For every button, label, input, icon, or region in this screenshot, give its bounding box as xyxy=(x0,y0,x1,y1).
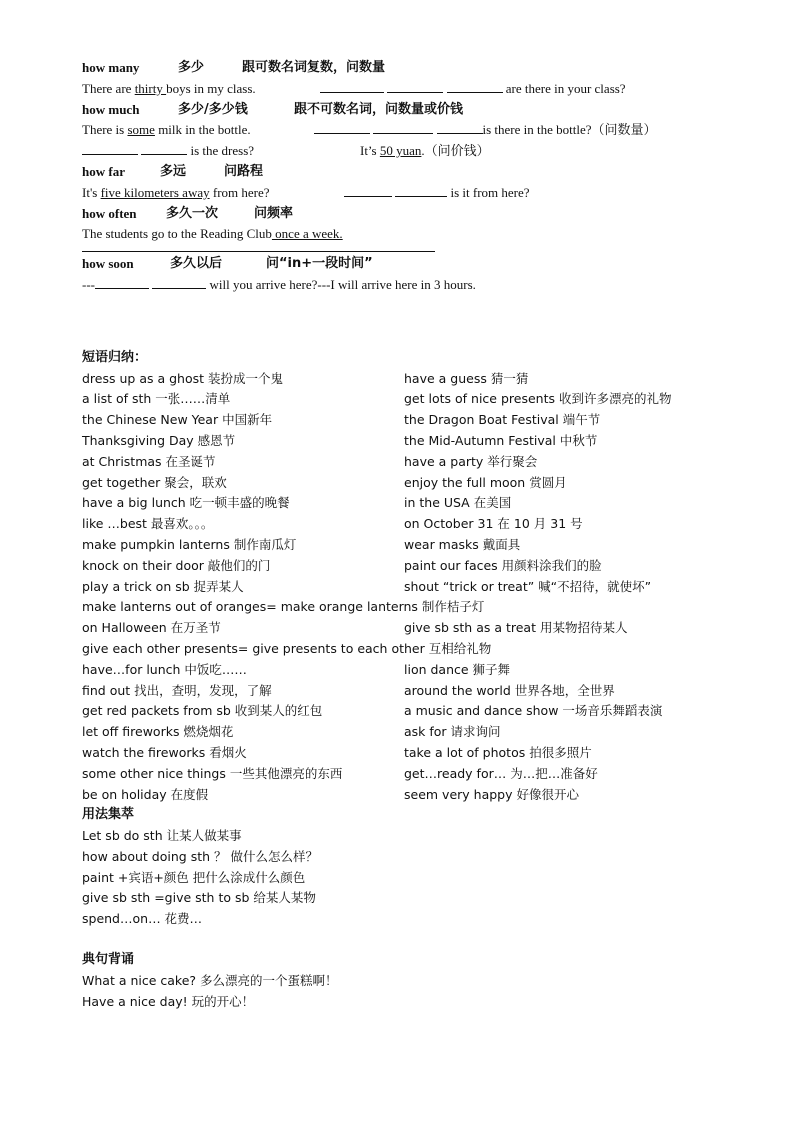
usage-item: Let sb do sth 让某人做某事 xyxy=(82,828,242,844)
phrase-left: make lanterns out of oranges= make orange lanterns 制作桔子灯 xyxy=(82,599,485,615)
phrase-left: be on holiday 在度假 xyxy=(82,786,209,802)
usage-item: spend…on… 花费… xyxy=(82,911,203,927)
example-how-soon xyxy=(82,275,722,296)
phrase-row xyxy=(82,410,722,431)
phrase-row xyxy=(82,618,722,639)
phrase-right: seem very happy 好像很开心 xyxy=(404,786,579,802)
phrase-left: get together 聚会，联欢 xyxy=(82,474,227,490)
phrase-left: make pumpkin lanterns 制作南瓜灯 xyxy=(82,536,297,552)
phrases-heading: 短语归纳： xyxy=(82,349,148,365)
phrase-row xyxy=(82,764,722,785)
underlined-answer: five kilometers away xyxy=(100,184,210,200)
phrase-left: let off fireworks 燃烧烟花 xyxy=(82,724,234,740)
phrase-right: on October 31 在 10 月 31 号 xyxy=(404,516,583,532)
phrase-left: on Halloween 在万圣节 xyxy=(82,620,221,636)
phrase-row xyxy=(82,514,722,535)
phrase-left: a list of sth 一张……清单 xyxy=(82,391,231,407)
qword-en: how often xyxy=(82,205,137,221)
phrase-right: have a party 举行聚会 xyxy=(404,453,538,469)
phrase-right: ask for 请求询问 xyxy=(404,724,501,740)
phrase-left: knock on their door 敲他们的门 xyxy=(82,557,271,573)
phrase-row xyxy=(82,369,722,390)
example-text: It’s xyxy=(360,143,380,159)
qword-cn: 多久一次 xyxy=(166,205,219,221)
example-text: milk in the bottle. xyxy=(154,122,251,138)
phrase-left: find out 找出，查明，发现，了解 xyxy=(82,682,272,698)
phrase-row xyxy=(82,389,722,410)
phrase-left: dress up as a ghost 装扮成一个鬼 xyxy=(82,370,283,386)
classic-heading: 典句背诵 xyxy=(82,952,135,968)
qword-cn: 多少 xyxy=(178,60,205,75)
phrase-left: get red packets from sb 收到某人的红包 xyxy=(82,703,323,719)
horizontal-rule xyxy=(82,251,435,252)
question-text: will you arrive here?---I will arrive here in 3 hours. xyxy=(206,276,476,292)
phrase-row xyxy=(82,452,722,473)
example-how-often xyxy=(82,224,722,245)
phrase-row xyxy=(82,431,722,452)
phrase-right: take a lot of photos 拍很多照片 xyxy=(404,744,592,760)
example-how-far xyxy=(82,183,722,204)
phrase-row xyxy=(82,493,722,514)
qword-cn: 多久以后 xyxy=(170,256,223,272)
fill-blank[interactable] xyxy=(447,80,503,93)
example-text: The students go to the Reading Club xyxy=(82,226,272,242)
qword-how-soon xyxy=(82,254,722,275)
phrase-right: the Dragon Boat Festival 端午节 xyxy=(404,412,601,428)
phrase-row xyxy=(82,743,722,764)
qword-en: how much xyxy=(82,101,140,117)
phrase-row xyxy=(82,681,722,702)
fill-blank[interactable] xyxy=(320,80,384,93)
fill-blank[interactable] xyxy=(141,142,187,155)
classic-sentence: Have a nice day! 玩的开心！ xyxy=(82,993,255,1009)
qword-how-many xyxy=(82,58,722,79)
question-text: is there in the bottle?（问数量） xyxy=(482,122,657,138)
qword-note: 问“in+一段时间” xyxy=(266,256,373,272)
phrase-row xyxy=(82,556,722,577)
question-text: is the dress? xyxy=(187,143,255,159)
phrase-right: lion dance 狮子舞 xyxy=(404,661,511,677)
phrase-right: have a guess 猜一猜 xyxy=(404,370,529,386)
qword-how-often xyxy=(82,204,722,225)
example-text: There is xyxy=(82,122,128,138)
phrase-left: some other nice things 一些其他漂亮的东西 xyxy=(82,765,343,781)
qword-how-much xyxy=(82,100,722,121)
phrase-right: get…ready for… 为…把…准备好 xyxy=(404,765,598,781)
phrase-row xyxy=(82,535,722,556)
spacer xyxy=(82,930,722,950)
fill-blank[interactable] xyxy=(82,142,138,155)
document-page xyxy=(82,58,722,1012)
fill-blank[interactable] xyxy=(152,276,206,289)
fill-blank[interactable] xyxy=(387,80,443,93)
phrase-left: at Christmas 在圣诞节 xyxy=(82,453,216,469)
fill-blank[interactable] xyxy=(95,276,149,289)
phrase-right: paint our faces 用颜料涂我们的脸 xyxy=(404,557,602,573)
phrase-left: watch the fireworks 看烟火 xyxy=(82,744,247,760)
phrase-row xyxy=(82,577,722,598)
phrase-row xyxy=(82,701,722,722)
phrase-right: in the USA 在美国 xyxy=(404,495,512,511)
usage-item: give sb sth =give sth to sb 给某人某物 xyxy=(82,890,316,906)
phrase-right: wear masks 戴面具 xyxy=(404,536,521,552)
qword-note: 跟不可数名词，问数量或价钱 xyxy=(294,101,464,117)
qword-how-far xyxy=(82,162,722,183)
usage-item: how about doing sth ？ 做什么怎么样？ xyxy=(82,848,318,864)
underlined-answer: thirty xyxy=(134,80,167,96)
phrase-right: get lots of nice presents 收到许多漂亮的礼物 xyxy=(404,391,672,407)
fill-blank[interactable] xyxy=(314,121,370,134)
qword-cn: 多少/多少钱 xyxy=(178,101,248,117)
usage-list xyxy=(82,826,722,930)
phrase-right: enjoy the full moon 赏圆月 xyxy=(404,474,567,490)
qword-en: how far xyxy=(82,163,125,179)
phrase-left: play a trick on sb 捉弄某人 xyxy=(82,578,244,594)
phrase-right: a music and dance show 一场音乐舞蹈表演 xyxy=(404,703,663,719)
phrase-left: have a big lunch 吃一顿丰盛的晚餐 xyxy=(82,495,290,511)
example-text: --- xyxy=(82,276,95,292)
phrase-left: give each other presents= give presents to each other 互相给礼物 xyxy=(82,640,492,656)
qword-note: 问频率 xyxy=(254,205,294,221)
phrase-row xyxy=(82,722,722,743)
fill-blank[interactable] xyxy=(437,121,483,134)
question-text: are there in your class? xyxy=(502,80,626,96)
fill-blank[interactable] xyxy=(344,184,392,197)
usage-item: paint +宾语+颜色 把什么涂成什么颜色 xyxy=(82,869,306,885)
qword-note: 问路程 xyxy=(224,163,264,179)
fill-blank[interactable] xyxy=(373,121,433,134)
underlined-answer: some xyxy=(127,122,155,138)
phrase-right: the Mid-Autumn Festival 中秋节 xyxy=(404,432,598,448)
phrase-right: give sb sth as a treat 用某物招待某人 xyxy=(404,620,628,636)
phrase-left: have…for lunch 中饭吃…… xyxy=(82,661,247,677)
qword-en: how many xyxy=(82,60,140,75)
example-text: It's xyxy=(82,184,101,200)
phrase-left: like …best 最喜欢。。。 xyxy=(82,516,214,532)
example-how-much xyxy=(82,120,722,141)
classic-list xyxy=(82,971,722,1013)
phrase-left: the Chinese New Year 中国新年 xyxy=(82,412,273,428)
underlined-answer: 50 yuan xyxy=(379,143,422,159)
phrase-right: around the world 世界各地，全世界 xyxy=(404,682,615,698)
phrase-row xyxy=(82,785,722,806)
phrase-row xyxy=(82,660,722,681)
usage-heading: 用法集萃 xyxy=(82,807,135,823)
example-text: boys in my class. xyxy=(166,80,256,96)
qword-cn: 多远 xyxy=(160,163,187,179)
phrase-row xyxy=(82,473,722,494)
phrase-list xyxy=(82,369,722,806)
qword-note: 跟可数名词复数，问数量 xyxy=(242,60,386,75)
phrase-right: shout “trick or treat” 喊“不招待，就使坏” xyxy=(404,578,652,594)
phrase-row xyxy=(82,639,722,660)
example-how-much-price xyxy=(82,141,722,162)
example-text: There are xyxy=(82,80,135,96)
phrase-left: Thanksgiving Day 感恩节 xyxy=(82,432,236,448)
spacer xyxy=(82,296,722,348)
question-text: is it from here? xyxy=(447,184,530,200)
phrase-row xyxy=(82,597,722,618)
example-text: .（问价钱） xyxy=(421,143,490,159)
example-text: from here? xyxy=(209,184,270,200)
example-how-many xyxy=(82,79,722,100)
underlined-answer: once a week. xyxy=(271,226,343,242)
qword-en: how soon xyxy=(82,256,134,272)
fill-blank[interactable] xyxy=(395,184,447,197)
classic-sentence: What a nice cake? 多么漂亮的一个蛋糕啊！ xyxy=(82,972,338,988)
